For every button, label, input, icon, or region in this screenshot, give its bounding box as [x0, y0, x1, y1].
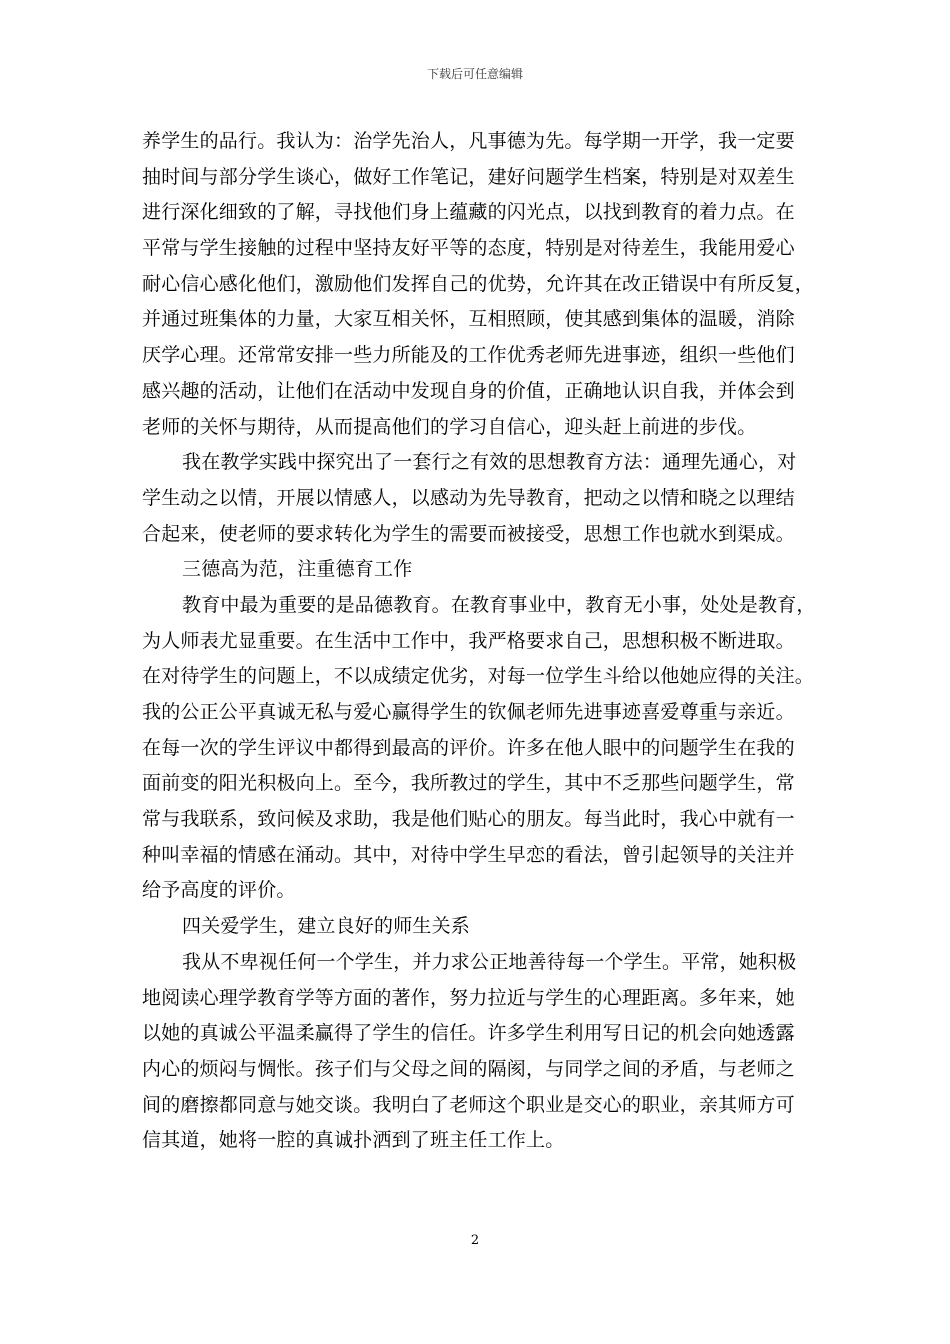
text-line: 为人师表尤显重要。在生活中工作中，我严格要求自己，思想积极不断进取。 — [142, 629, 795, 652]
text-line: 面前变的阳光积极向上。至今，我所教过的学生，其中不乏那些问题学生，常 — [142, 772, 795, 795]
text-line: 平常与学生接触的过程中坚持友好平等的态度，特别是对待差生，我能用爱心 — [142, 237, 795, 260]
text-line: 教育中最为重要的是品德教育。在教育事业中，教育无小事，处处是教育， — [182, 593, 816, 616]
document-body — [142, 124, 818, 1159]
text-line: 抽时间与部分学生谈心，做好工作笔记，建好问题学生档案，特别是对双差生 — [142, 165, 795, 188]
text-line: 种叫幸福的情感在涌动。其中，对待中学生早恋的看法，曾引起领导的关注并 — [142, 843, 795, 866]
text-line: 我从不卑视任何一个学生，并力求公正地善待每一个学生。平常，她积极 — [182, 950, 797, 973]
text-line: 我的公正公平真诚无私与爱心赢得学生的钦佩老师先进事迹喜爱尊重与亲近。 — [142, 701, 795, 723]
text-line: 三德高为范，注重德育工作 — [182, 558, 413, 581]
text-line: 感兴趣的活动，让他们在活动中发现自身的价值，正确地认识自我，并体会到 — [142, 379, 795, 402]
body-text — [142, 124, 818, 1159]
text-line: 以她的真诚公平温柔赢得了学生的信任。许多学生利用写日记的机会向她透露 — [142, 1022, 795, 1045]
page-header: 下载后可任意编辑 — [426, 67, 523, 81]
text-line: 间的磨擦都同意与她交谈。我明白了老师这个职业是交心的职业，亲其师方可 — [142, 1093, 795, 1116]
text-line: 并通过班集体的力量，大家互相关怀，互相照顾，使其感到集体的温暖，消除 — [142, 308, 795, 331]
text-line: 地阅读心理学教育学等方面的著作，努力拉近与学生的心理距离。多年来，她 — [142, 986, 795, 1009]
text-line: 在对待学生的问题上，不以成绩定优劣，对每一位学生斗给以他她应得的关注。 — [142, 665, 815, 688]
text-line: 养学生的品行。我认为：治学先治人，凡事德为先。每学期一开学，我一定要 — [142, 130, 795, 152]
text-line: 我在教学实践中探究出了一套行之有效的思想教育方法：通理先通心，对 — [182, 451, 797, 474]
text-line: 合起来，使老师的要求转化为学生的需要而被接受，思想工作也就水到渠成。 — [142, 522, 795, 545]
text-line: 信其道，她将一腔的真诚扑洒到了班主任工作上。 — [142, 1129, 565, 1152]
text-line: 进行深化细致的了解，寻找他们身上蕴藏的闪光点，以找到教育的着力点。在 — [142, 201, 795, 224]
text-line: 耐心信心感化他们，激励他们发挥自己的优势，允许其在改正错误中有所反复， — [142, 272, 815, 295]
text-line: 在每一次的学生评议中都得到最高的评价。许多在他人眼中的问题学生在我的 — [142, 736, 795, 759]
text-line: 老师的关怀与期待，从而提高他们的学习自信心，迎头赶上前进的步伐。 — [142, 415, 757, 438]
page-number: 2 — [470, 1233, 480, 1248]
text-line: 给予高度的评价。 — [142, 879, 296, 902]
text-line: 四关爱学生，建立良好的师生关系 — [182, 915, 471, 938]
text-line: 学生动之以情，开展以情感人，以感动为先导教育，把动之以情和晓之以理结 — [142, 486, 795, 509]
text-line: 厌学心理。还常常安排一些力所能及的工作优秀老师先进事迹，组织一些他们 — [142, 344, 795, 367]
text-line: 内心的烦闷与惆怅。孩子们与父母之间的隔阂，与同学之间的矛盾，与老师之 — [142, 1057, 795, 1080]
text-line: 常与我联系，致问候及求助，我是他们贴心的朋友。每当此时，我心中就有一 — [142, 808, 795, 831]
